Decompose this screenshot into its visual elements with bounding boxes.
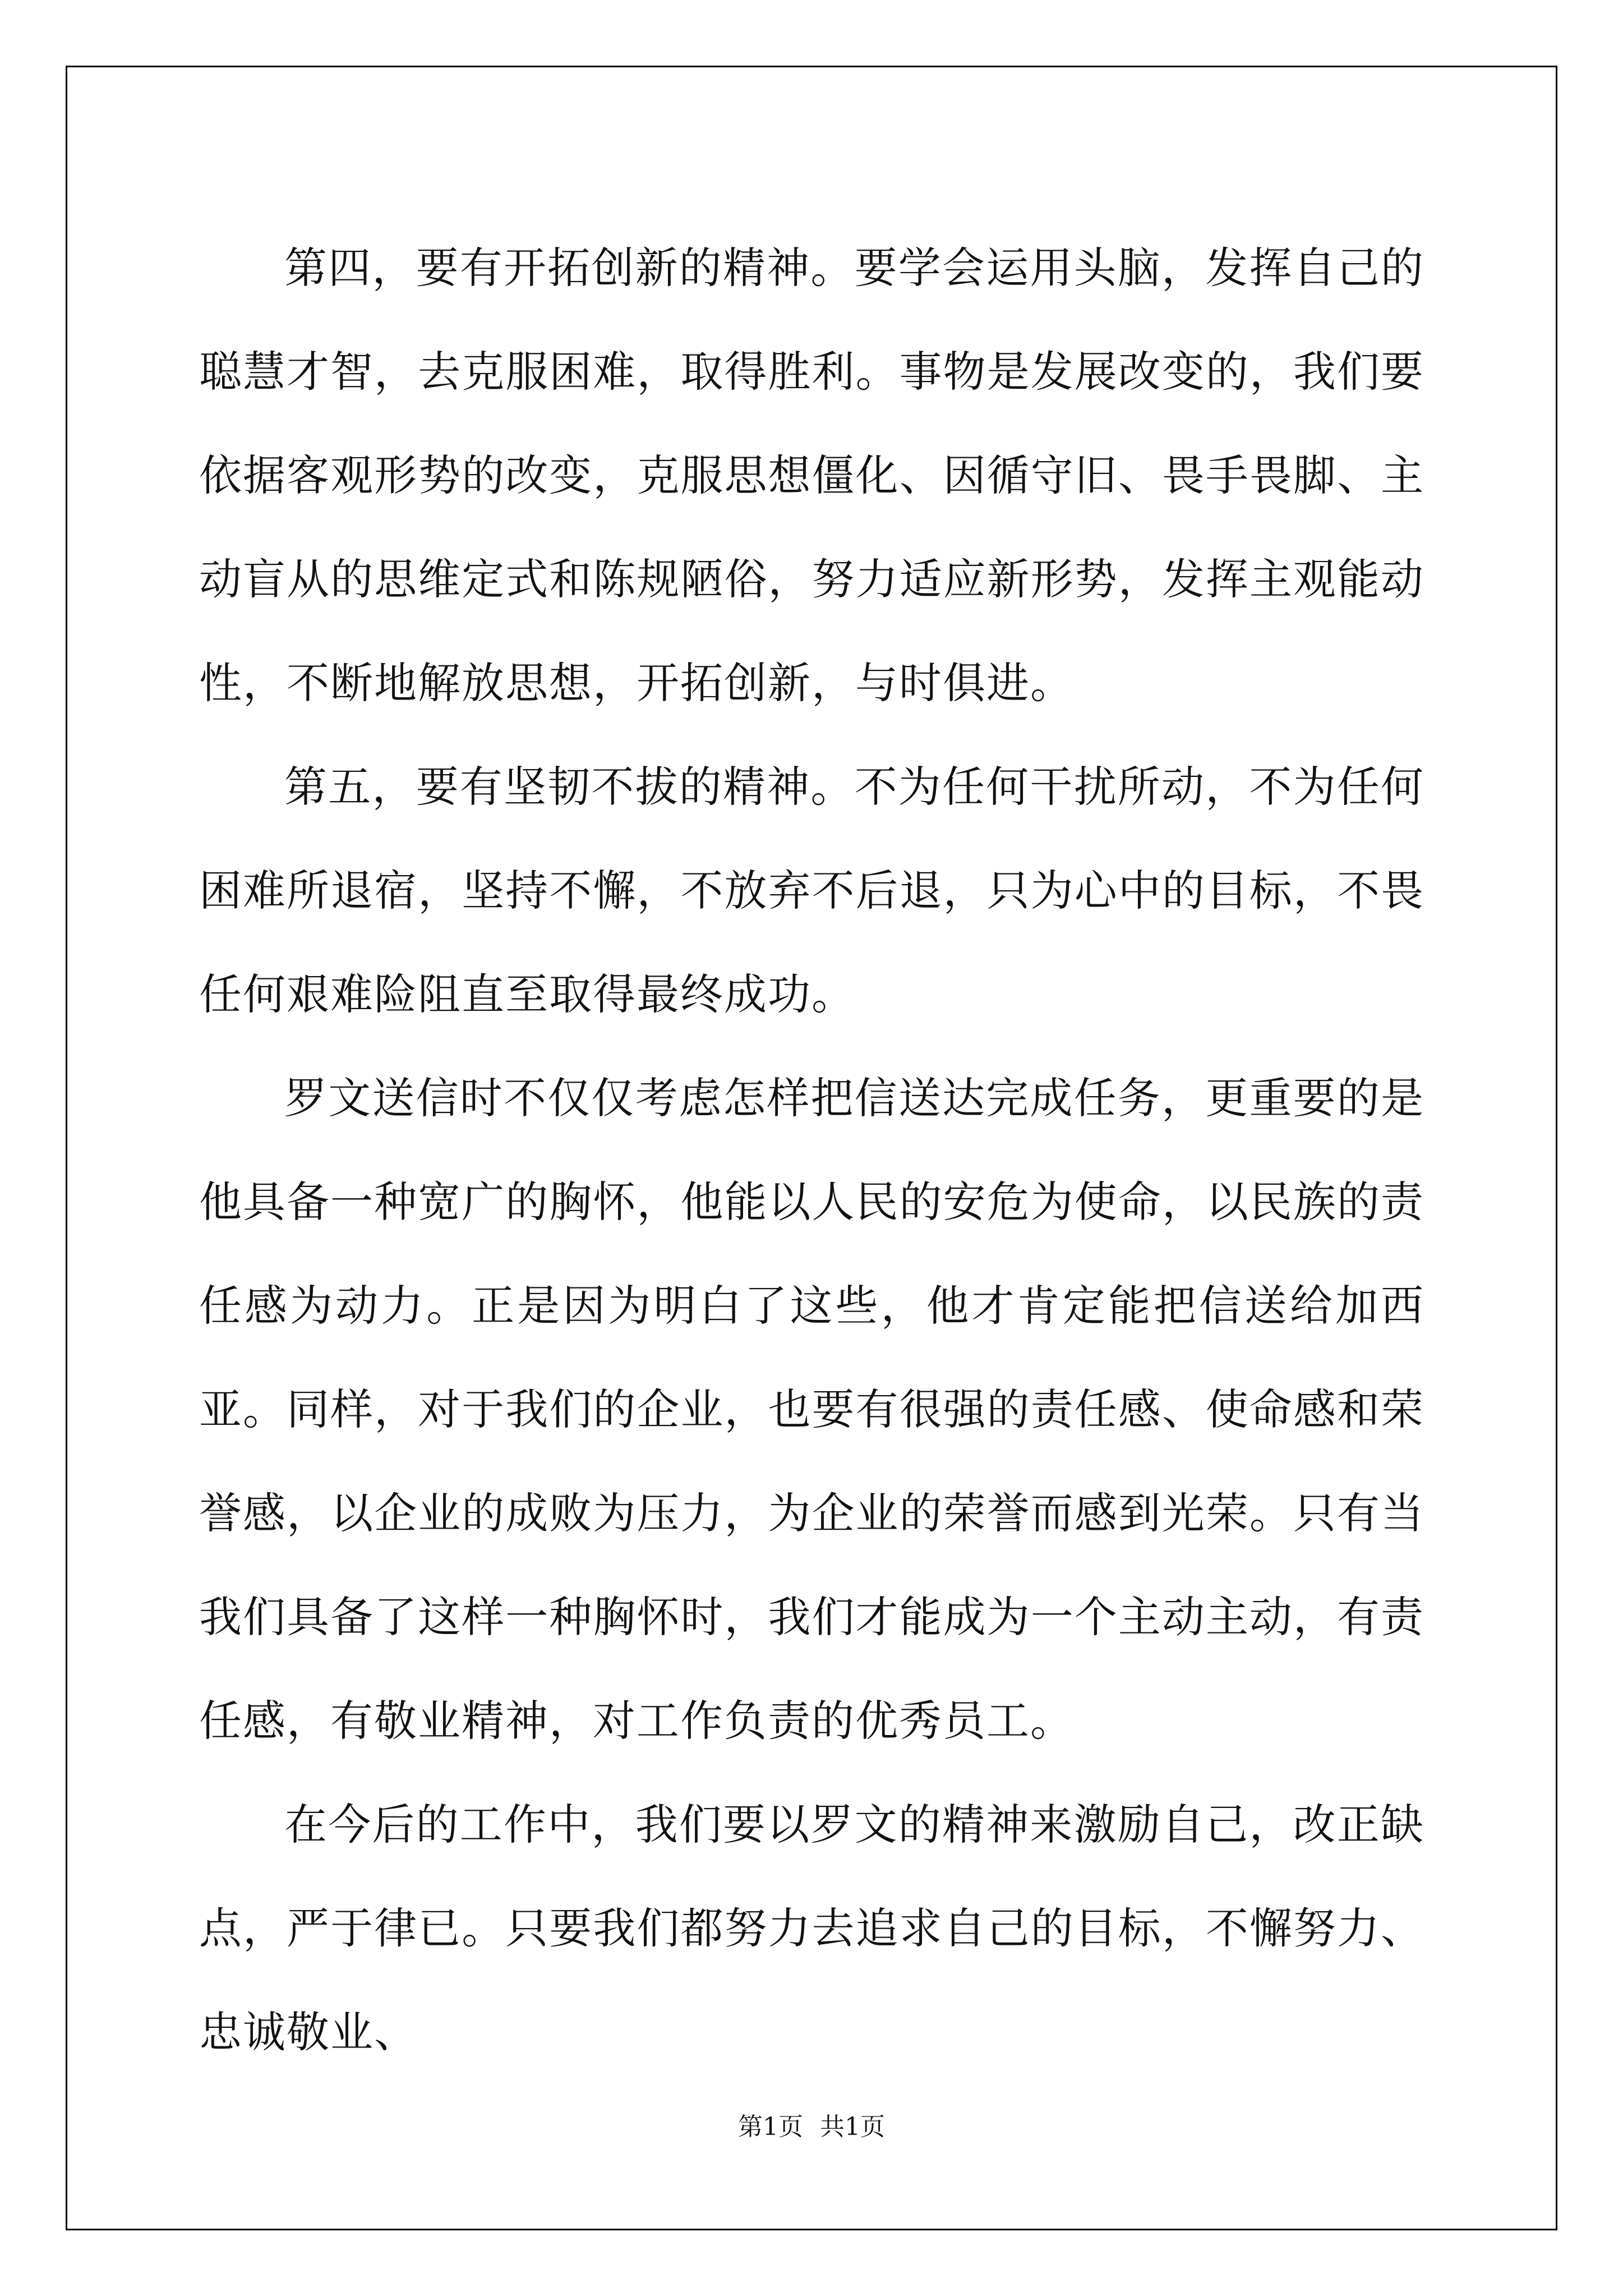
paragraph-2: 第五，要有坚韧不拔的精神。不为任何干扰所动，不为任何困难所退宿，坚持不懈，不放弃不后退，只为心中的目标，不畏任何艰难险阻直至取得最终成功。	[199, 762, 1424, 1019]
page-total: 共1页	[820, 2113, 885, 2141]
paragraph-3: 罗文送信时不仅仅考虑怎样把信送达完成任务，更重要的是他具备一种宽广的胸怀，他能以人民的安危为使命，以民族的责任感为动力。正是因为明白了这些，他才肯定能把信送给加西亚。同样，对于我们的企业，也要有很强的责任感、使命感和荣誉感，以企业的成败为压力，为企业的荣誉而感到光荣。只有当我们具备了这样一种胸怀时，我们才能成为一个主动主动，有责任感，有敬业精神，对工作负责的优秀员工。	[199, 1073, 1424, 1746]
document-body	[199, 216, 1424, 2084]
page-footer	[0, 2106, 1623, 2142]
paragraph-1: 第四，要有开拓创新的精神。要学会运用头脑，发挥自己的聪慧才智，去克服困难，取得胜利。事物是发展改变的，我们要依据客观形势的改变，克服思想僵化、因循守旧、畏手畏脚、主动盲从的思维定式和陈规陋俗，努力适应新形势，发挥主观能动性，不断地解放思想，开拓创新，与时俱进。	[199, 243, 1424, 708]
paragraph-4: 在今后的工作中，我们要以罗文的精神来激励自己，改正缺点，严于律已。只要我们都努力去追求自己的目标，不懈努力、忠诚敬业、	[199, 1800, 1424, 2057]
page-number: 第1页	[738, 2113, 803, 2141]
